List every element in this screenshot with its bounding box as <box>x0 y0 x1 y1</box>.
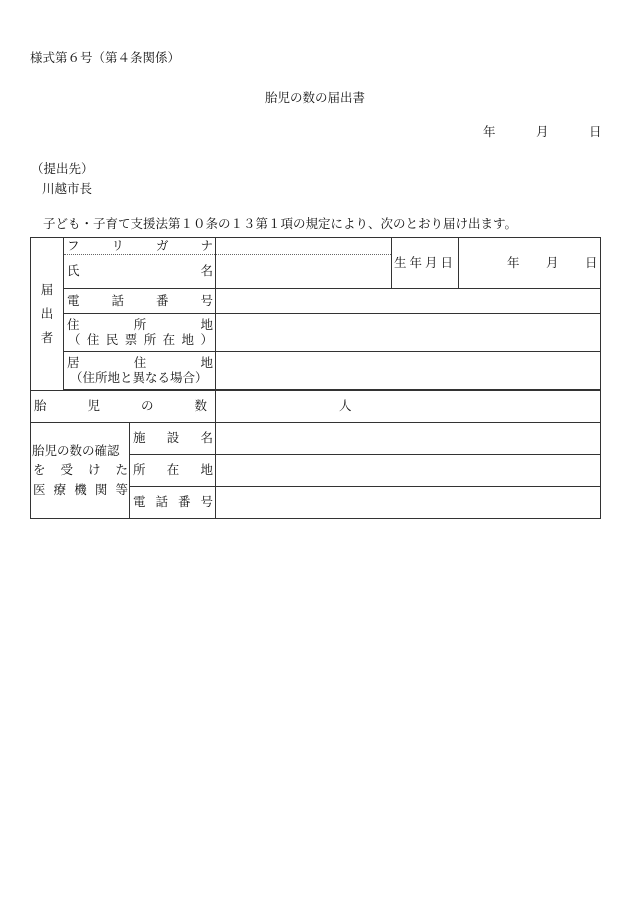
document-title-text: 胎児の数の届出書 <box>264 90 365 105</box>
label-char: 施 <box>133 430 146 446</box>
fetus-count-unit: 人 <box>339 398 352 414</box>
phone-field[interactable] <box>216 288 601 313</box>
birthdate-month-label: 月 <box>546 255 559 270</box>
label-char: 号 <box>200 292 213 308</box>
notification-form-table <box>30 237 601 519</box>
birthdate-label <box>392 238 459 289</box>
label-char: 住 <box>67 316 80 332</box>
label-char: 番 <box>177 494 191 510</box>
label-char: 居 <box>67 354 80 370</box>
birthdate-label-text: 生年月日 <box>393 255 456 270</box>
birthdate-field[interactable] <box>459 238 601 289</box>
fetus-count-field[interactable] <box>216 390 601 422</box>
furigana-label <box>64 238 216 255</box>
date-month-label: 月 <box>536 124 549 139</box>
label-char: ガ <box>155 238 169 253</box>
notifier-char: 届 <box>40 282 54 298</box>
medical-phone-field[interactable] <box>216 486 601 518</box>
residence-sub-label: （住所地と異なる場合） <box>70 370 208 386</box>
label-char: （ <box>68 332 81 348</box>
date-year-label: 年 <box>483 124 496 139</box>
label-char: 番 <box>155 292 169 308</box>
label-char: 住 <box>133 354 147 370</box>
notifier-group-label <box>31 238 64 391</box>
label-char: 票 <box>124 332 138 348</box>
label-char: 所 <box>133 316 147 332</box>
label-char: リ <box>111 238 124 253</box>
notifier-char: 者 <box>40 329 54 345</box>
location-label <box>130 454 216 486</box>
label-char: 住 <box>86 332 100 348</box>
label-char: フ <box>67 238 80 253</box>
label-char: 医 <box>33 481 46 497</box>
address-field[interactable] <box>216 313 601 351</box>
label-char: 胎 <box>34 398 47 414</box>
label-char: 話 <box>155 494 168 510</box>
medical-phone-label <box>130 486 216 518</box>
label-char: 受 <box>60 462 73 478</box>
phone-label <box>64 288 216 313</box>
intro-text: 子ども・子育て支援法第１０条の１３第１項の規定により、次のとおり届け出ます。 <box>43 216 518 231</box>
label-char: 所 <box>143 332 157 348</box>
label-char: ナ <box>200 238 213 253</box>
label-char: 電 <box>67 292 80 308</box>
label-char: の <box>140 398 154 414</box>
label-char: 機 <box>74 481 87 497</box>
label-char: 関 <box>94 481 108 497</box>
label-char: 民 <box>105 332 119 348</box>
label-char: 在 <box>162 332 176 348</box>
label-char: 地 <box>200 354 213 370</box>
recipient-label: （提出先） <box>31 161 94 176</box>
label-char: 設 <box>166 430 180 446</box>
label-char: 名 <box>200 430 213 446</box>
label-char: 数 <box>194 398 207 414</box>
residence-field[interactable] <box>216 351 601 389</box>
document-title <box>0 92 630 105</box>
birthdate-day-label: 日 <box>585 255 598 270</box>
label-char: 所 <box>133 462 146 478</box>
label-char: 地 <box>200 316 213 332</box>
label-char: 電 <box>133 494 146 510</box>
facility-label <box>130 422 216 454</box>
notifier-char: 出 <box>40 305 54 321</box>
label-char: 号 <box>200 494 213 510</box>
furigana-field[interactable] <box>216 238 392 255</box>
label-char: け <box>87 462 101 478</box>
recipient-name: 川越市長 <box>42 181 93 196</box>
form-number: 様式第６号（第４条関係） <box>30 50 181 65</box>
label-char: 等 <box>115 481 128 497</box>
name-field[interactable] <box>216 254 392 288</box>
name-label <box>64 254 216 288</box>
fetus-count-label <box>31 390 216 422</box>
facility-field[interactable] <box>216 422 601 454</box>
label-char: 療 <box>53 481 67 497</box>
birthdate-year-label: 年 <box>507 255 520 270</box>
location-field[interactable] <box>216 454 601 486</box>
label-char: 地 <box>181 332 195 348</box>
label-char: た <box>115 462 128 478</box>
label-char: 名 <box>200 263 213 279</box>
medical-group-label <box>31 422 130 518</box>
label-char: 児 <box>87 398 100 414</box>
label-char: 氏 <box>67 263 80 279</box>
date-day-label: 日 <box>589 124 602 139</box>
label-char: ） <box>200 332 213 348</box>
label-char: 話 <box>111 292 124 308</box>
label-char: 在 <box>166 462 180 478</box>
medical-label-line1: 胎児の数の確認 <box>32 443 120 459</box>
residence-label <box>64 351 216 389</box>
label-char: 地 <box>200 462 213 478</box>
address-label <box>64 313 216 351</box>
label-char: を <box>33 462 46 478</box>
